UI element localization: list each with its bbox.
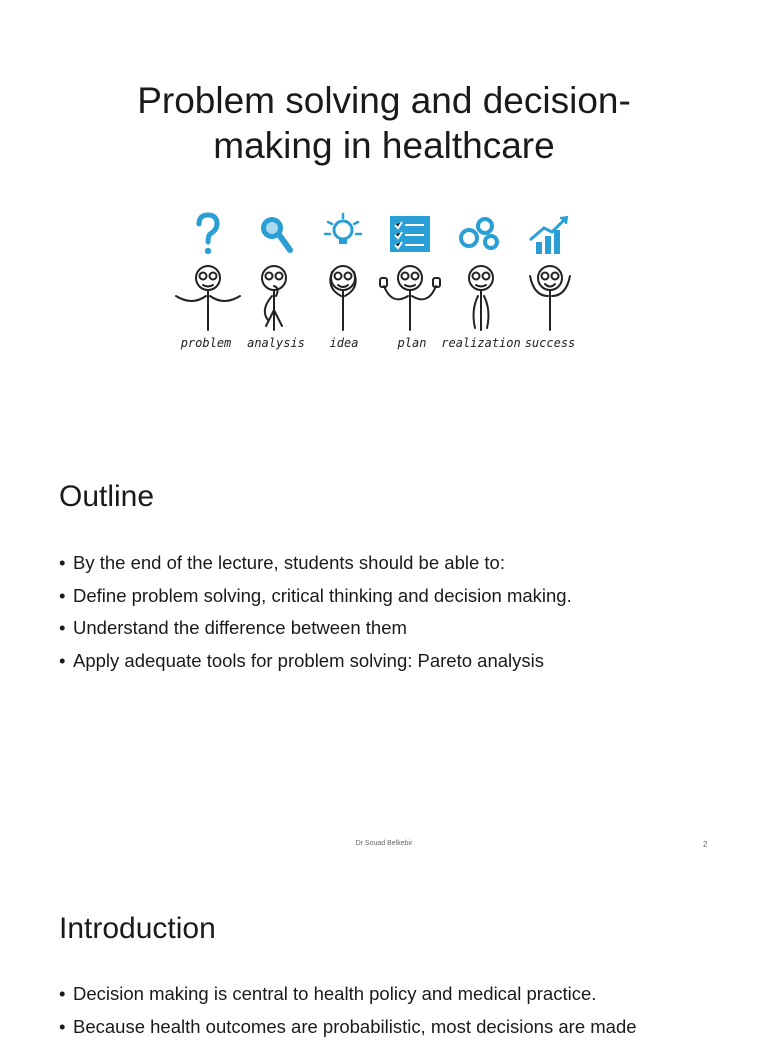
step-label-success: success: [508, 336, 592, 350]
light-bulb-icon: [325, 214, 361, 244]
slide-title: [60, 78, 708, 168]
list-item: • Apply adequate tools for problem solving: Pareto analysis: [59, 645, 719, 678]
outline-slide: [0, 430, 768, 862]
step-label-plan: plan: [370, 336, 454, 350]
step-plan: [376, 210, 448, 360]
step-label-problem: problem: [164, 336, 248, 350]
outline-heading: Outline: [59, 480, 154, 514]
list-item: • Understand the difference between them: [59, 612, 719, 645]
list-item: • Define problem solving, critical thinking and decision making.: [59, 580, 719, 613]
gears-icon: [461, 219, 497, 248]
step-success: [514, 210, 586, 360]
outline-bullet-list: [59, 547, 719, 677]
title-slide: [0, 0, 768, 430]
list-item: • Decision making is central to health policy and medical practice.: [59, 978, 719, 1011]
title-line-2: making in healthcare: [60, 123, 708, 168]
step-realization: [445, 210, 517, 360]
step-label-realization: realization: [439, 336, 523, 350]
introduction-heading: Introduction: [59, 912, 216, 946]
step-label-idea: idea: [302, 336, 386, 350]
list-item: • Because health outcomes are probabilistic, most decisions are made: [59, 1011, 719, 1043]
step-label-analysis: analysis: [234, 336, 318, 350]
footer-author: Dr Souad Belkebir: [0, 840, 768, 847]
list-item: • By the end of the lecture, students should be able to:: [59, 547, 719, 580]
growth-chart-icon: [530, 217, 567, 254]
magnifier-icon: [261, 217, 290, 250]
title-line-1: Problem solving and decision-: [60, 78, 708, 123]
checklist-icon: [390, 216, 430, 252]
step-problem: [170, 210, 242, 360]
question-mark-icon: [199, 215, 217, 254]
introduction-bullet-list: [59, 978, 719, 1043]
introduction-slide: [0, 862, 768, 1024]
process-illustration: [162, 210, 592, 360]
page-number: 2: [703, 840, 707, 849]
